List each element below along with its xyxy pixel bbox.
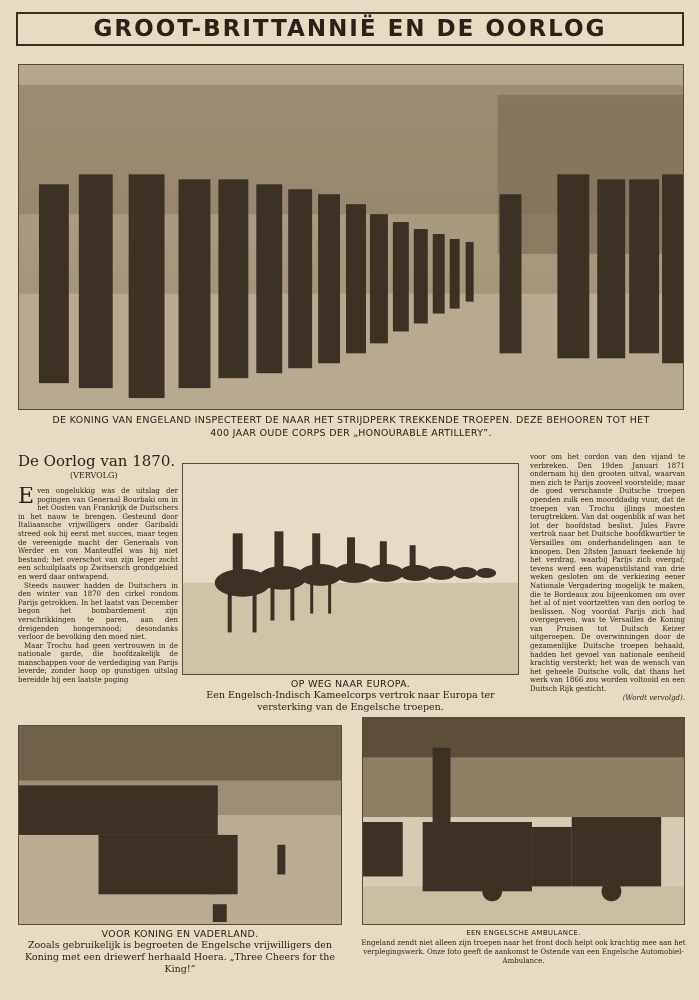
bottom-right-caption: Engeland zendt niet alleen zijn troepen naar het front doch helpt ook krachtig mee aan het verplegingswerk. Onze foto geeft de aankomst te Ostende van een Engelsche Automobiel-Ambulance. — [361, 939, 686, 965]
article-paragraph: voor om het cordon van den vijand te verbreken. Den 19den Januari 1871 ondernam hij den grooten uitval, waarvan men zich te Parijs zooveel voorstelde; maar de goed verschanste Duitsche troepen openden zulk een moorddadig vuur, dat de troepen van Trochu ijlings moesten terugtrekken. Van dat oogenblik af was het lot der hoofdstad beslist. Jules Favre vertrok naar het Duitsche hoofdkwartier te Versailles om onderhandelingen aan te knoopen. Den 28sten Januari teekende hij het verdrag, waarbij Parijs zich overgaf; tevens werd een wapenstilstand van drie weken gesloten om de verkiezing eener Nationale Vergadering mogelijk te maken, die te Bordeaux zou bijeenkomen om over het al of niet voortzetten van den oorlog te beslissen. Nog voordat Parijs zich had overgegeven, was te Versailles de Koning van Pruisen tot Duitsch Keizer uitgeroepen. De overwinningen door de gezamenlijke Duitsche troepen behaald, hadden het gevoel van nationale eenheid krachtig versterkt; het was de wensch van het geheele Duitsche volk, dat thans het werk van 1866 zou worden voltooid en een Duitsch Rijk gesticht. — [530, 453, 685, 694]
masthead — [16, 12, 684, 46]
bottom-left-photo — [18, 725, 342, 925]
article-paragraph: Steeds nauwer hadden de Duitschers in den winter van 1870 den cirkel rondom Parijs getrokken. In het laatst van December begon het bombardement zijn verschrikkingen te paren, aan den dreigenden hongersnood; desondanks verloor de bevolking den moed niet. — [18, 581, 178, 642]
continued-note: (Wordt vervolgd). — [622, 693, 685, 702]
top-caption-line-2: 400 JAAR OUDE CORPS DER „HONOURABLE ARTILLERY”. — [210, 428, 492, 439]
middle-photo-image — [183, 464, 518, 674]
middle-photo-caption: Een Engelsch-Indisch Kameelcorps vertrok naar Europa ter versterking van de Engelsche troepen. — [206, 690, 495, 713]
article-title: De Oorlog van 1870. — [18, 452, 176, 470]
dropcap: E — [18, 487, 35, 509]
top-photo-image — [19, 65, 683, 409]
top-photo-caption — [18, 414, 684, 440]
article-column-left — [18, 487, 178, 702]
masthead-title: GROOT-BRITTANNIË EN DE OORLOG — [93, 16, 607, 42]
top-photo — [18, 64, 684, 410]
article-paragraph: Maar Trochu had geen vertrouwen in de nationale garde, die hoofdzakelijk de manschappen voor de verdediging van Parijs leverde; zonder hoop op gunstigen uitslag bereidde hij een laatste poging — [18, 641, 178, 685]
article-subtitle: (VERVOLG) — [70, 471, 118, 480]
article-column-right — [530, 453, 685, 703]
bottom-left-caption: Zooals gebruikelijk is begroeten de Engelsche vrijwilligers den Koning met een driewerf herhaald Hoera. „Three Cheers for the King!” — [25, 940, 335, 975]
bottom-right-photo — [362, 717, 685, 925]
bottom-left-title: VOOR KONING EN VADERLAND. — [101, 929, 259, 940]
bottom-right-photo-image — [363, 718, 684, 924]
article-paragraph: Even ongelukkig was de uitslag der pogingen van Generaal Bourbaki om in het Oosten van Frankrijk de Duitschers in het nauw te brengen. Gesteund door Italiaansche vrijwilligers onder Garibaldi streed ook hij eerst met succes, maar tegen de vereenigde macht der Generaals von Werder en von Manteuffel was hij niet bestand; het overschot van zijn leger zocht een schuilplaats op Zwitsersch grondgebied en werd daar ontwapend. — [18, 487, 178, 581]
bottom-left-photo-image — [19, 726, 341, 924]
bottom-right-title: EEN ENGELSCHE AMBULANCE. — [466, 929, 581, 937]
middle-photo — [182, 463, 519, 675]
middle-photo-title: OP WEG NAAR EUROPA. — [290, 679, 411, 690]
top-caption-line-1: DE KONING VAN ENGELAND INSPECTEERT DE NAAR HET STRIJDPERK TREKKENDE TROEPEN. DEZE BEHOOREN TOT HET — [52, 415, 650, 426]
